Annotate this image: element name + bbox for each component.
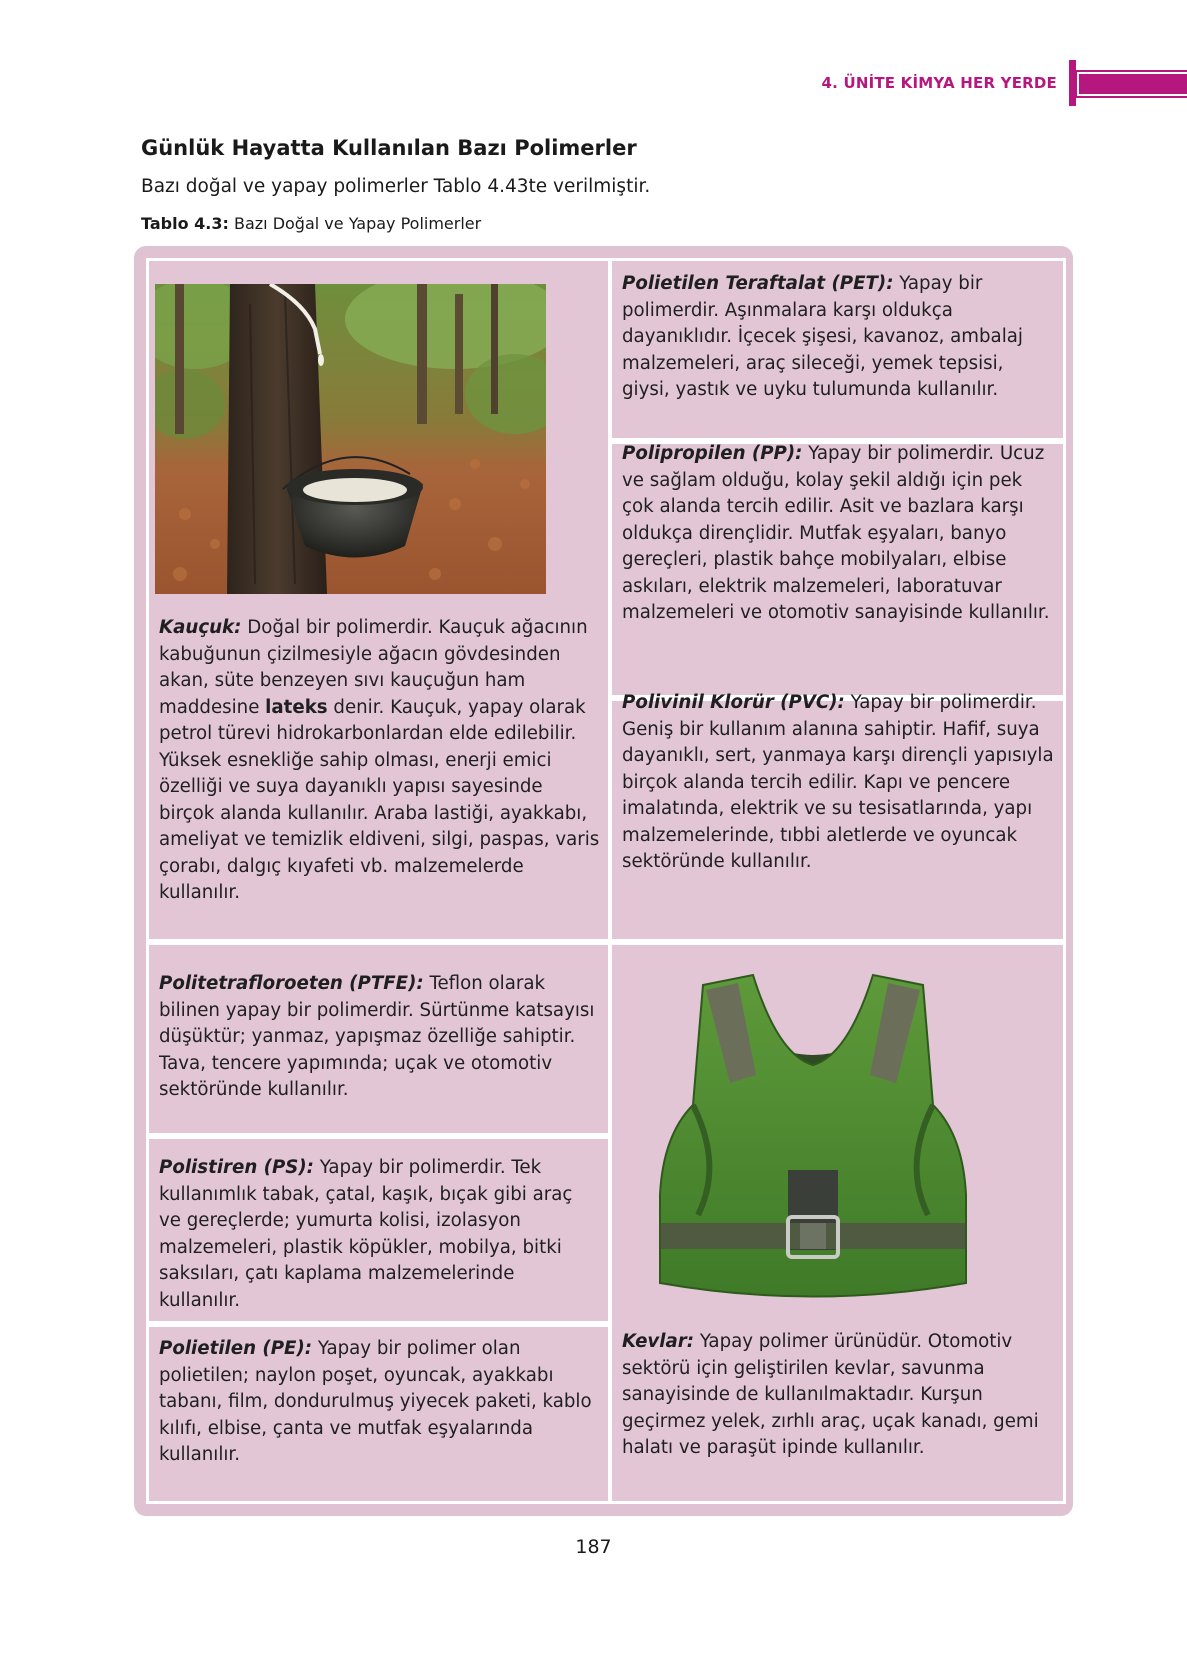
- cell-pp: [609, 441, 1066, 698]
- rubber-tree-photo: [155, 284, 546, 594]
- cell-ptfe: [146, 942, 611, 1136]
- kaucuk-description: [159, 615, 600, 907]
- pp-text: Yapay bir polimerdir. Ucuz ve sağlam olduğu, kolay şekil aldığı için pek çok alanda tercih edilir. Asit ve bazlara karşı oldukça dirençlidir. Mutfak eşyaları, banyo gereçleri, plastik bahçe mobilyaları, elbise askıları, elektrik malzemeleri, laboratuvar malzemeleri ve otomotiv sanayisinde kullanılır.: [622, 443, 1050, 623]
- ps-text: Yapay bir polimerdir. Tek kullanımlık tabak, çatal, kaşık, bıçak gibi araç ve gereçlerde; yumurta kolisi, izolasyon malzemeleri, plastik köpükler, mobilya, bitki saksıları, çatı kaplama malzemelerinde kullanılır.: [159, 1157, 573, 1311]
- ptfe-text: Teflon olarak bilinen yapay bir polimerdir. Sürtünme katsayısı düşüktür; yanmaz, yapışmaz özelliğe sahiptir. Tava, tencere yapımında; uçak ve otomotiv sektöründe kullanılır.: [159, 973, 595, 1100]
- ptfe-description: [159, 971, 600, 1104]
- intro-text: Bazı doğal ve yapay polimerler Tablo 4.43te verilmiştir.: [141, 176, 651, 197]
- pp-description: [622, 441, 1055, 627]
- kevlar-vest-image: [648, 965, 978, 1307]
- tab-marker-horizontal: [1077, 72, 1187, 96]
- pvc-description: [622, 690, 1055, 876]
- table-caption-text: Bazı Doğal ve Yapay Polimerler: [228, 214, 482, 233]
- kaucuk-text-a: Doğal bir polimerdir. Kauçuk ağacının kabuğunun çizilmesiyle ağacın gövdesinden akan, süte benzeyen sıvı kauçuğun ham maddesine: [159, 617, 588, 718]
- cell-kevlar: [609, 942, 1066, 1504]
- kevlar-text: Yapay polimer ürünüdür. Otomotiv sektörü için geliştirilen kevlar, savunma sanayisinde de kullanılmaktadır. Kurşun geçirmez yelek, zırhlı araç, uçak kanadı, gemi halatı ve paraşüt ipinde kullanılır.: [622, 1331, 1039, 1458]
- cell-ps: [146, 1136, 611, 1324]
- pvc-text: Yapay bir polimerdir. Geniş bir kullanım alanına sahiptir. Hafif, suya dayanıklı, sert, yanmaya karşı dirençli yapısıyla birçok alanda tercih edilir. Kapı ve pencere imalatında, elektrik ve su tesisatlarında, yapı malzemelerinde, tıbbi aletlerde ve oyuncak sektöründe kullanılır.: [622, 692, 1054, 872]
- cell-pet: [609, 258, 1066, 441]
- kaucuk-term: Kauçuk:: [159, 617, 242, 638]
- kevlar-term: Kevlar:: [622, 1331, 695, 1352]
- pet-text: Yapay bir polimerdir. Aşınmalara karşı oldukça dayanıklıdır. İçecek şişesi, kavanoz, ambalaj malzemeleri, araç sileceği, yemek tepsisi, giysi, yastık ve uyku tulumunda kullanılır.: [622, 273, 1023, 400]
- cell-pe: [146, 1324, 611, 1504]
- unit-tab-marker: [1069, 60, 1187, 106]
- pet-term: Polietilen Teraftalat (PET):: [622, 273, 894, 294]
- pe-term: Polietilen (PE):: [159, 1338, 313, 1359]
- kevlar-description: [622, 1329, 1055, 1462]
- kaucuk-text-b: denir. Kauçuk, yapay olarak petrol türevi hidrokarbonlardan elde edilebilir. Yüksek esnekliğe sahip olması, enerji emici özelliği ve suya dayanıklı yapısı sayesinde birçok alanda kullanılır. Araba lastiği, ayakkabı, ameliyat ve temizlik eldiveni, silgi, paspas, varis çorabı, dalgıç kıyafeti vb. malzemelerde kullanılır.: [159, 696, 600, 903]
- section-title: Günlük Hayatta Kullanılan Bazı Polimerler: [141, 136, 637, 160]
- table-caption-label: Tablo 4.3:: [141, 214, 229, 233]
- tab-marker-vertical: [1069, 60, 1076, 106]
- ptfe-term: Politetrafloroeten (PTFE):: [159, 973, 424, 994]
- ps-term: Polistiren (PS):: [159, 1157, 314, 1178]
- pe-description: [159, 1336, 600, 1469]
- pp-term: Polipropilen (PP):: [622, 443, 803, 464]
- ps-description: [159, 1155, 600, 1314]
- page-number: 187: [575, 1536, 612, 1558]
- pvc-term: Polivinil Klorür (PVC):: [622, 692, 845, 713]
- pe-text: Yapay bir polimer olan polietilen; naylon poşet, oyuncak, ayakkabı tabanı, film, dondurulmuş yiyecek paketi, kablo kılıfı, elbise, çanta ve mutfak eşyalarında kullanılır.: [159, 1338, 592, 1465]
- lateks-keyword: lateks: [265, 696, 328, 718]
- cell-pvc: [609, 692, 1066, 942]
- pet-description: [622, 271, 1055, 404]
- table-caption: [141, 214, 481, 233]
- unit-header-label: 4. ÜNİTE KİMYA HER YERDE: [821, 74, 1057, 92]
- cell-kaucuk: [146, 258, 611, 942]
